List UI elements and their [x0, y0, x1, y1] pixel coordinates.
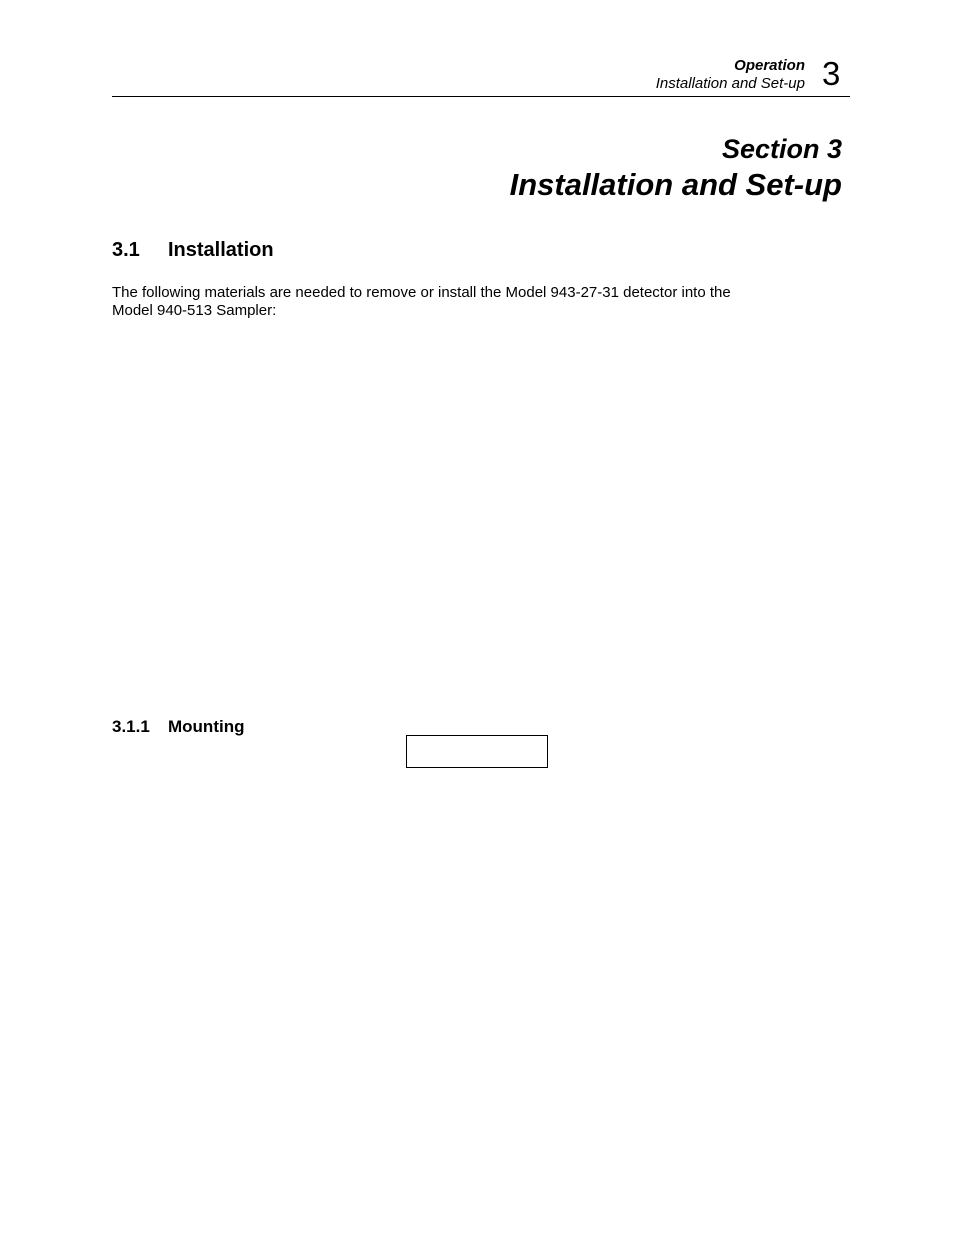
heading-title: Installation — [168, 239, 274, 261]
subheading-number: 3.1.1 — [112, 717, 150, 736]
header-section: Installation and Set-up — [655, 75, 805, 92]
paragraph-line-1: The following materials are needed to remove or install the Model 943-27-31 detector into the — [112, 284, 731, 301]
header-chapter: Operation — [734, 57, 805, 74]
paragraph-line-2: Model 940-513 Sampler: — [112, 302, 277, 319]
heading-mounting — [112, 716, 244, 738]
installation-paragraph — [112, 284, 812, 320]
section-label: Section 3 — [721, 134, 842, 164]
section-title — [510, 132, 842, 203]
heading-installation — [112, 237, 274, 263]
heading-number: 3.1 — [112, 239, 140, 261]
section-name: Installation and Set-up — [509, 167, 842, 202]
empty-frame — [406, 735, 548, 768]
subheading-title: Mounting — [168, 717, 245, 736]
chapter-number: 3 — [822, 55, 841, 92]
header-rule — [112, 96, 850, 97]
running-header — [656, 56, 805, 93]
